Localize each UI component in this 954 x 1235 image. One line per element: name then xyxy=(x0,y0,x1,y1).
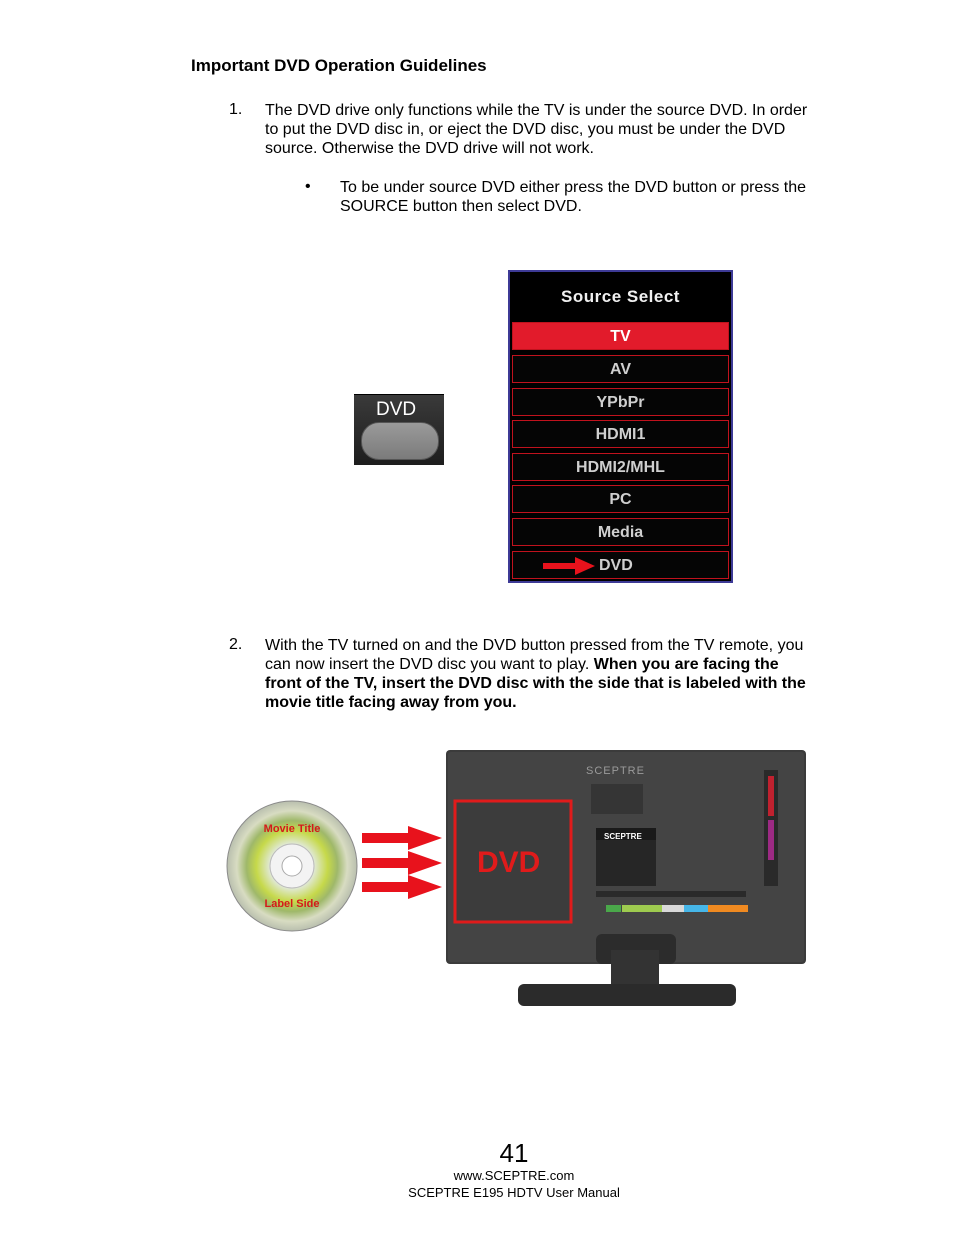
remote-button-oval xyxy=(361,422,439,460)
red-arrow-icon xyxy=(543,557,595,575)
disc-top-label: Movie Title xyxy=(263,823,321,835)
page-heading: Important DVD Operation Guidelines xyxy=(191,56,487,75)
tv-back-image xyxy=(446,750,806,1008)
menu-item-pc: PC xyxy=(512,485,729,513)
item-2-line2-normal: can now insert the DVD disc you want to play. xyxy=(265,656,594,673)
insert-arrow-icon xyxy=(362,826,442,850)
tv-label-brand: SCEPTRE xyxy=(604,832,642,841)
item-2-text xyxy=(265,636,806,712)
menu-item-hdmi1: HDMI1 xyxy=(512,420,729,448)
menu-item-dvd-label: DVD xyxy=(599,557,633,574)
bullet-line: To be under source DVD either press the DVD button or press the xyxy=(340,179,807,196)
footer-manual-title: SCEPTRE E195 HDTV User Manual xyxy=(408,1185,620,1200)
tv-brand-mark: SCEPTRE xyxy=(586,765,645,777)
insert-arrow-icon xyxy=(362,875,442,899)
menu-item-ypbpr: YPbPr xyxy=(512,388,729,416)
insert-arrow-icon xyxy=(362,851,442,875)
menu-item-hdmi2: HDMI2/MHL xyxy=(512,453,729,481)
item-1-number: 1. xyxy=(229,101,243,118)
menu-item-av: AV xyxy=(512,355,729,383)
item-2-line2-bold: When you are facing the xyxy=(593,656,779,673)
bullet-text xyxy=(340,178,806,216)
item-2-line: movie title facing away from you. xyxy=(265,694,517,711)
item-2-line: front of the TV, insert the DVD disc with the side that is labeled with the xyxy=(265,675,806,692)
disc-bottom-label: Label Side xyxy=(264,898,320,910)
remote-dvd-label: DVD xyxy=(376,399,417,420)
page-number: 41 xyxy=(499,1138,529,1168)
item-1-text xyxy=(265,101,807,158)
menu-item-tv: TV xyxy=(512,322,729,350)
bullet-line: SOURCE button then select DVD. xyxy=(340,198,582,215)
bullet-symbol: • xyxy=(305,178,311,195)
item-1-line: source. Otherwise the DVD drive will not work. xyxy=(265,140,594,157)
dvd-disc-image xyxy=(225,799,359,933)
footer-website: www.SCEPTRE.com xyxy=(453,1168,575,1183)
item-2-line xyxy=(265,655,806,674)
menu-title: Source Select xyxy=(561,287,680,306)
source-select-menu xyxy=(508,270,733,583)
menu-item-media: Media xyxy=(512,518,729,546)
tv-dvd-slot-label: DVD xyxy=(477,846,541,879)
remote-dvd-button-image xyxy=(354,394,444,465)
menu-item-dvd xyxy=(512,551,729,579)
item-1-line: to put the DVD disc in, or eject the DVD disc, you must be under the DVD xyxy=(265,121,786,138)
item-2-number: 2. xyxy=(229,636,243,653)
disc-icon xyxy=(225,799,359,933)
item-1-line: The DVD drive only functions while the TV is under the source DVD. In order xyxy=(265,102,808,119)
item-2-line: With the TV turned on and the DVD button pressed from the TV remote, you xyxy=(265,637,804,654)
